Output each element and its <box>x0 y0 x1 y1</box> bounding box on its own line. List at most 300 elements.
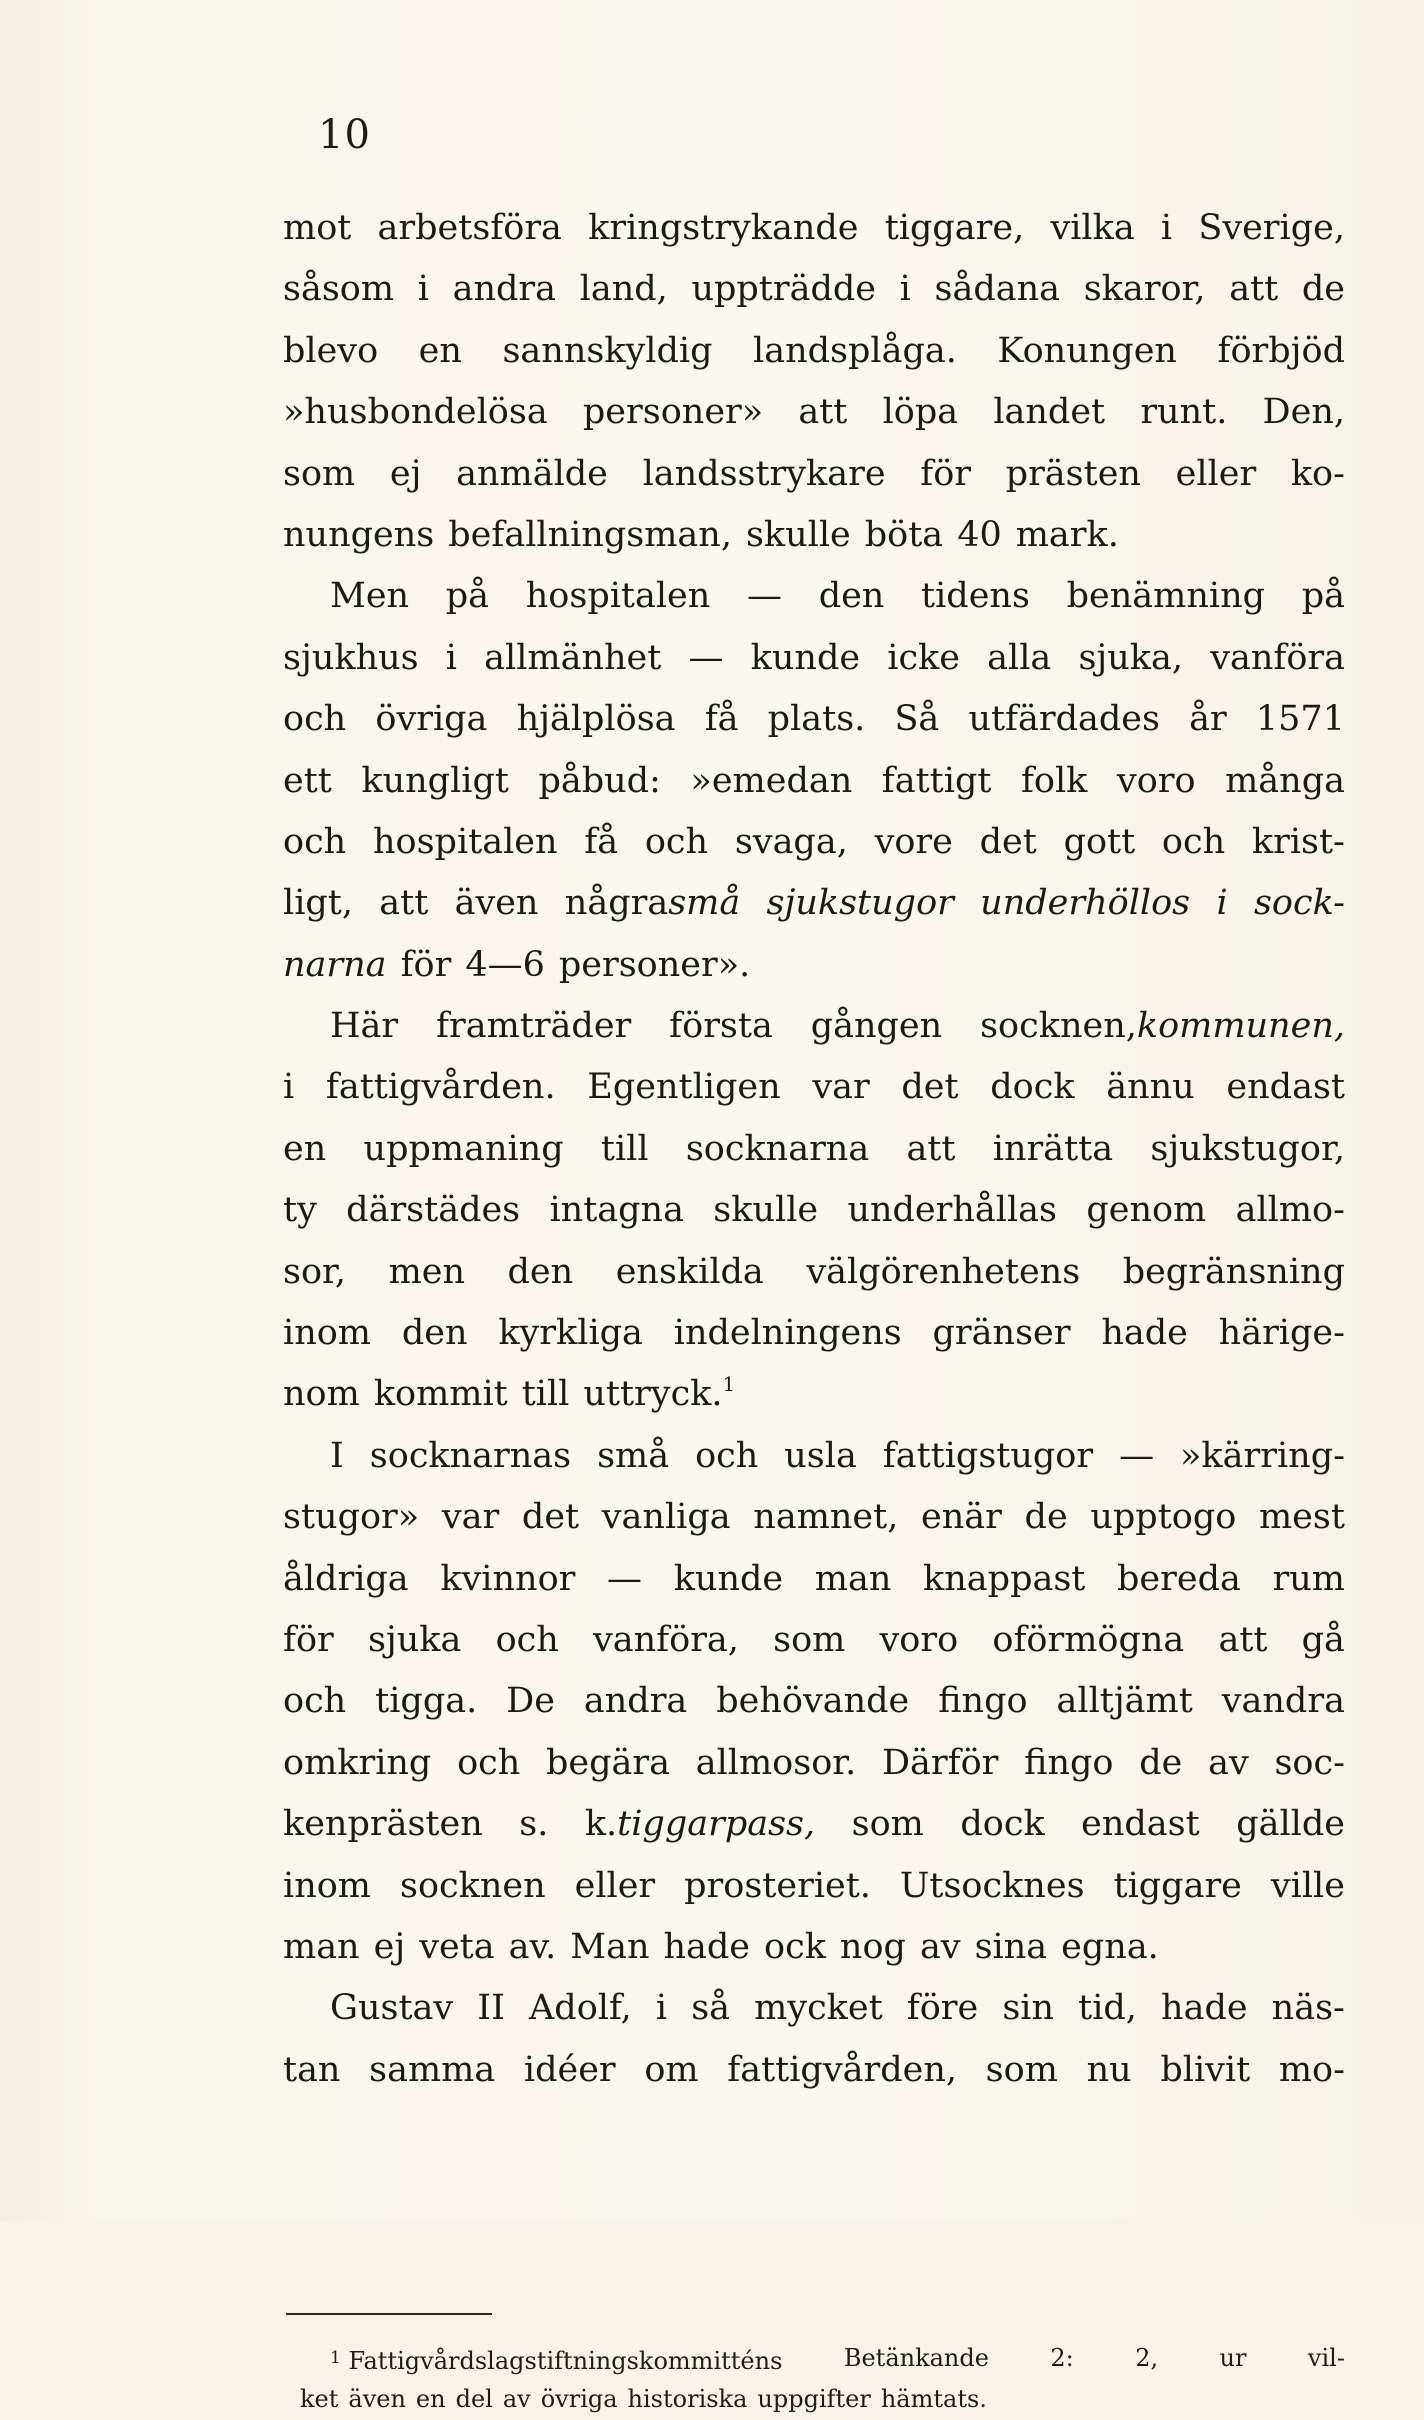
word <box>283 1057 294 1118</box>
word <box>283 444 355 505</box>
word <box>986 2040 1058 2101</box>
word <box>686 1119 869 1180</box>
word <box>894 689 939 750</box>
text: socknen <box>399 1865 546 1906</box>
italic-text: sock- <box>1253 883 1345 924</box>
word <box>373 812 558 873</box>
word <box>330 1978 453 2039</box>
text: eller <box>574 1865 656 1906</box>
text: och <box>644 821 709 862</box>
word <box>1259 1487 1345 1548</box>
text: De <box>506 1681 555 1722</box>
text: alla <box>987 637 1052 678</box>
word <box>375 689 487 750</box>
word <box>1140 382 1227 443</box>
word <box>882 751 992 812</box>
word <box>283 321 378 382</box>
text: prosteriet. <box>684 1865 871 1906</box>
text: att <box>379 883 429 924</box>
text-line <box>283 259 1345 320</box>
word <box>283 1119 326 1180</box>
word <box>1272 1978 1345 2039</box>
text: år <box>1189 699 1227 740</box>
text: i <box>899 269 911 310</box>
text: sjuka <box>367 1619 462 1660</box>
word <box>735 812 848 873</box>
text: dock <box>990 1067 1075 1108</box>
word <box>900 1856 1085 1917</box>
text: en <box>418 330 462 371</box>
footnote-word: vil- <box>1307 2344 1345 2372</box>
word <box>921 1487 1002 1548</box>
word <box>529 1978 632 2039</box>
word <box>326 1057 556 1118</box>
word <box>283 1549 409 1610</box>
text-line <box>283 1303 1345 1364</box>
text: k. <box>584 1804 618 1845</box>
word <box>446 566 489 627</box>
text: skulle <box>713 1190 819 1231</box>
text: nog <box>839 1926 906 1967</box>
text: endast <box>1226 1067 1345 1108</box>
italic-text: sjukstugor <box>766 883 954 924</box>
word <box>754 1978 883 2039</box>
text: endast <box>1081 1804 1200 1845</box>
text: många <box>1225 760 1345 801</box>
word <box>921 566 1030 627</box>
text: om <box>644 2049 699 2090</box>
footnote-word: hämtats. <box>880 2385 987 2413</box>
text: skulle <box>745 514 851 555</box>
word <box>1160 2040 1250 2101</box>
word <box>746 505 851 566</box>
text-line <box>283 1119 1345 1180</box>
word <box>751 628 860 689</box>
text: sina <box>974 1926 1048 1967</box>
word <box>1236 1180 1345 1241</box>
word <box>374 1917 406 1978</box>
word <box>379 873 428 934</box>
text: som <box>851 1804 924 1845</box>
text: av <box>919 1926 961 1967</box>
word <box>361 751 509 812</box>
text: i <box>445 637 457 678</box>
text: löpa <box>882 392 959 433</box>
word <box>674 1303 902 1364</box>
text: att <box>906 1128 956 1169</box>
text: mycket <box>754 1988 883 2029</box>
word <box>283 198 351 259</box>
word <box>283 873 353 934</box>
text: andra <box>583 1681 688 1722</box>
word <box>283 1180 317 1241</box>
word <box>524 2040 616 2101</box>
word <box>1271 1856 1345 1917</box>
text: enskilda <box>615 1251 764 1292</box>
italic-text: små <box>668 883 741 924</box>
word <box>1210 628 1345 689</box>
word <box>526 566 711 627</box>
text: stugor» <box>283 1497 420 1538</box>
text: i <box>655 1988 668 2029</box>
text: kvinnor <box>440 1558 576 1599</box>
word <box>705 689 739 750</box>
word <box>565 873 740 934</box>
word <box>583 1364 735 1425</box>
text: fingo <box>938 1681 1028 1722</box>
text-line <box>283 935 1345 996</box>
text: oförmögna <box>992 1619 1185 1660</box>
text: Adolf, <box>529 1988 632 2029</box>
text: uppmaning <box>363 1128 564 1169</box>
word <box>375 1671 477 1732</box>
text: kunde <box>750 637 861 678</box>
text: tigga. <box>375 1681 478 1722</box>
word <box>1101 1303 1188 1364</box>
text: allmosor. <box>695 1742 857 1783</box>
text: på <box>1301 576 1345 617</box>
word <box>847 1180 1057 1241</box>
word <box>1189 689 1227 750</box>
word <box>588 198 858 259</box>
text: fattigvården, <box>727 2049 957 2090</box>
word <box>1252 812 1345 873</box>
text: av. <box>508 1926 557 1967</box>
word <box>1006 444 1141 505</box>
word <box>1119 1426 1154 1487</box>
text: åldriga <box>283 1558 409 1599</box>
word <box>691 1978 730 2039</box>
word <box>496 1610 559 1671</box>
text: ligt, <box>283 883 353 924</box>
word <box>696 1733 857 1794</box>
text: som <box>283 453 356 494</box>
word <box>960 1794 1044 1855</box>
word <box>1161 198 1172 259</box>
word <box>584 812 618 873</box>
word <box>1225 751 1345 812</box>
text: Utsocknes <box>899 1865 1085 1906</box>
word <box>1061 1917 1159 1978</box>
word <box>1222 1671 1345 1732</box>
text: sådana <box>934 269 1061 310</box>
text: näs- <box>1271 1988 1345 2029</box>
text: Så <box>894 699 940 740</box>
word <box>448 505 732 566</box>
text: härige- <box>1218 1313 1345 1354</box>
text: fingo <box>1024 1742 1114 1783</box>
text: men <box>388 1251 466 1292</box>
word <box>440 1549 575 1610</box>
text: dock <box>960 1804 1045 1845</box>
word <box>1078 1978 1137 2039</box>
text-line <box>283 1180 1345 1241</box>
text: man <box>814 1558 892 1599</box>
text: »emedan <box>690 760 853 801</box>
word <box>390 444 422 505</box>
word <box>840 1917 906 1978</box>
text: vanföra <box>1210 637 1345 678</box>
word <box>644 2040 698 2101</box>
text: böta <box>864 514 944 555</box>
word <box>484 628 661 689</box>
word <box>882 1733 998 1794</box>
text: kringstrykande <box>588 208 859 248</box>
text: som <box>985 2049 1058 2090</box>
text: personer» <box>582 392 764 433</box>
text: Här <box>330 1006 399 1047</box>
word <box>546 1733 670 1794</box>
text: egna. <box>1061 1926 1159 1967</box>
text: socknarna <box>685 1128 870 1169</box>
word <box>1302 566 1345 627</box>
word <box>1067 566 1265 627</box>
text: socknarnas <box>369 1435 572 1476</box>
text: kommit <box>373 1374 508 1415</box>
word <box>330 1426 344 1487</box>
text: var <box>441 1497 500 1538</box>
italic-text: tiggarpass, <box>617 1804 816 1845</box>
text: Egentligen <box>587 1067 781 1108</box>
text: tiggare, <box>884 208 1025 248</box>
text: vanliga <box>601 1497 731 1538</box>
text-line <box>283 1364 1345 1425</box>
text: mot <box>283 208 352 248</box>
text: Gustav <box>330 1988 454 2029</box>
text: personer». <box>558 944 751 985</box>
word <box>283 1733 431 1794</box>
word <box>508 1242 574 1303</box>
text: hade <box>663 1926 751 1967</box>
word <box>370 1426 571 1487</box>
text: ännu <box>1106 1067 1195 1108</box>
word <box>580 259 668 320</box>
word <box>1226 1057 1345 1118</box>
text: därstädes <box>346 1190 521 1231</box>
text: hospitalen <box>372 821 558 862</box>
footnote-line-2 <box>300 2379 1345 2420</box>
word <box>442 1487 499 1548</box>
text: det <box>521 1497 580 1538</box>
text: ko- <box>1290 453 1345 494</box>
text: för <box>920 453 972 494</box>
word <box>1229 259 1278 320</box>
text: uppträdde <box>691 269 876 310</box>
text: det <box>979 821 1037 862</box>
word <box>1236 1794 1345 1855</box>
word <box>587 1057 780 1118</box>
text-line <box>283 1671 1345 1732</box>
text: för <box>283 1619 334 1660</box>
word <box>1291 444 1345 505</box>
text: gott <box>1063 821 1136 862</box>
text: Därför <box>882 1742 999 1783</box>
word <box>875 812 953 873</box>
text-line <box>283 1057 1345 1118</box>
word <box>993 1119 1113 1180</box>
word <box>1176 444 1257 505</box>
text: »kärring- <box>1180 1435 1345 1476</box>
word <box>446 628 457 689</box>
word <box>906 1119 955 1180</box>
word <box>674 1549 783 1610</box>
text-line <box>283 1856 1345 1917</box>
text: några <box>564 883 669 924</box>
text: landsstrykare <box>642 453 886 494</box>
word <box>283 1671 346 1732</box>
text: som <box>773 1619 846 1660</box>
text: inom <box>283 1313 371 1354</box>
text: och <box>283 699 347 740</box>
word <box>1219 1303 1345 1364</box>
word <box>883 382 959 443</box>
text: fattigstugor <box>882 1435 1094 1476</box>
text: man <box>283 1926 360 1967</box>
word <box>1117 751 1196 812</box>
text-line <box>283 1794 1345 1855</box>
text: och <box>1161 821 1226 862</box>
word <box>643 444 886 505</box>
word <box>993 382 1105 443</box>
word <box>283 751 332 812</box>
text: 4—6 <box>465 944 545 985</box>
word <box>992 1610 1184 1671</box>
footnote-word: uppgifter <box>757 2385 871 2413</box>
word <box>1218 1610 1267 1671</box>
word <box>575 1856 656 1917</box>
word <box>933 1303 1071 1364</box>
text: skaror, <box>1083 269 1206 310</box>
word <box>1078 628 1183 689</box>
word <box>1274 1733 1344 1794</box>
word <box>1208 1733 1249 1794</box>
text: och <box>457 1742 521 1783</box>
word <box>1256 689 1345 750</box>
word <box>522 1487 579 1548</box>
footnote <box>300 2338 1345 2420</box>
word <box>498 1303 643 1364</box>
footnote-word: 2, <box>1135 2344 1159 2372</box>
text: sannskyldig <box>502 330 713 371</box>
text: ty <box>283 1190 317 1231</box>
text-line <box>283 1733 1345 1794</box>
text: usla <box>784 1435 857 1476</box>
text: allmänhet <box>484 637 662 678</box>
word <box>900 259 911 320</box>
text: sjuka, <box>1078 637 1184 678</box>
text: — <box>607 1558 643 1599</box>
text: före <box>906 1988 979 2029</box>
text: underhållas <box>847 1190 1057 1231</box>
word <box>570 1917 649 1978</box>
word <box>691 259 876 320</box>
footnote-word: övriga <box>540 2385 618 2413</box>
text: kenprästen <box>283 1804 483 1845</box>
text: hjälplösa <box>516 699 676 740</box>
word <box>1002 1978 1054 2039</box>
text: i <box>283 1067 295 1108</box>
word <box>1302 1610 1345 1671</box>
text: — <box>688 637 724 678</box>
text: kungligt <box>361 760 509 801</box>
word <box>436 996 631 1057</box>
text: bereda <box>1117 1558 1241 1599</box>
text: och <box>283 1681 347 1722</box>
text: de <box>1301 269 1345 310</box>
word <box>585 1794 815 1855</box>
text: eller <box>1175 453 1257 494</box>
text: utfärdades <box>968 699 1160 740</box>
text: mo- <box>1278 2049 1345 2090</box>
text: var <box>812 1067 870 1108</box>
word <box>669 996 773 1057</box>
word <box>887 628 960 689</box>
word <box>1021 751 1087 812</box>
word <box>283 1303 371 1364</box>
word <box>346 1180 520 1241</box>
text: nungens <box>283 514 435 555</box>
text: hade <box>1101 1313 1188 1354</box>
word <box>369 2040 495 2101</box>
word <box>283 689 346 750</box>
word <box>987 628 1051 689</box>
text: påbud: <box>538 760 661 801</box>
text: landet <box>993 392 1106 433</box>
text: landsplåga. <box>753 330 957 371</box>
text: tiggare <box>1113 1865 1242 1906</box>
word <box>1123 1242 1345 1303</box>
text: tan <box>283 2049 341 2090</box>
word <box>368 1610 461 1671</box>
word <box>419 1917 494 1978</box>
text: välgörenhetens <box>806 1251 1081 1292</box>
word <box>764 1917 826 1978</box>
text: runt. <box>1140 392 1228 433</box>
footnote-word: ur <box>1219 2344 1247 2372</box>
text: svaga, <box>734 821 848 862</box>
text: gången <box>810 1006 943 1047</box>
text: inrätta <box>992 1128 1114 1169</box>
text: begränsning <box>1122 1251 1345 1292</box>
word <box>401 935 452 996</box>
text: arbetsföra <box>377 208 562 248</box>
word <box>768 689 866 750</box>
word <box>806 1242 1080 1303</box>
text: de <box>1024 1497 1068 1538</box>
word <box>1162 812 1225 873</box>
word <box>980 873 1190 934</box>
text: knappast <box>923 1558 1086 1599</box>
footnote-reference: 1 <box>722 1372 736 1397</box>
word <box>663 1917 750 1978</box>
word <box>1216 873 1227 934</box>
italic-text: kommunen, <box>1136 1006 1345 1047</box>
text: den <box>507 1251 574 1292</box>
word <box>1279 2040 1345 2101</box>
text: begära <box>546 1742 670 1783</box>
word <box>465 935 545 996</box>
text: uttryck. <box>583 1374 723 1415</box>
word <box>374 1364 508 1425</box>
footnote-word: Betänkande <box>843 2344 989 2372</box>
word <box>747 566 782 627</box>
text: prästen <box>1005 453 1141 494</box>
word <box>1217 321 1345 382</box>
text: mest <box>1258 1497 1345 1538</box>
word <box>1117 1549 1241 1610</box>
word <box>885 198 1025 259</box>
text: kyrkliga <box>498 1313 643 1354</box>
